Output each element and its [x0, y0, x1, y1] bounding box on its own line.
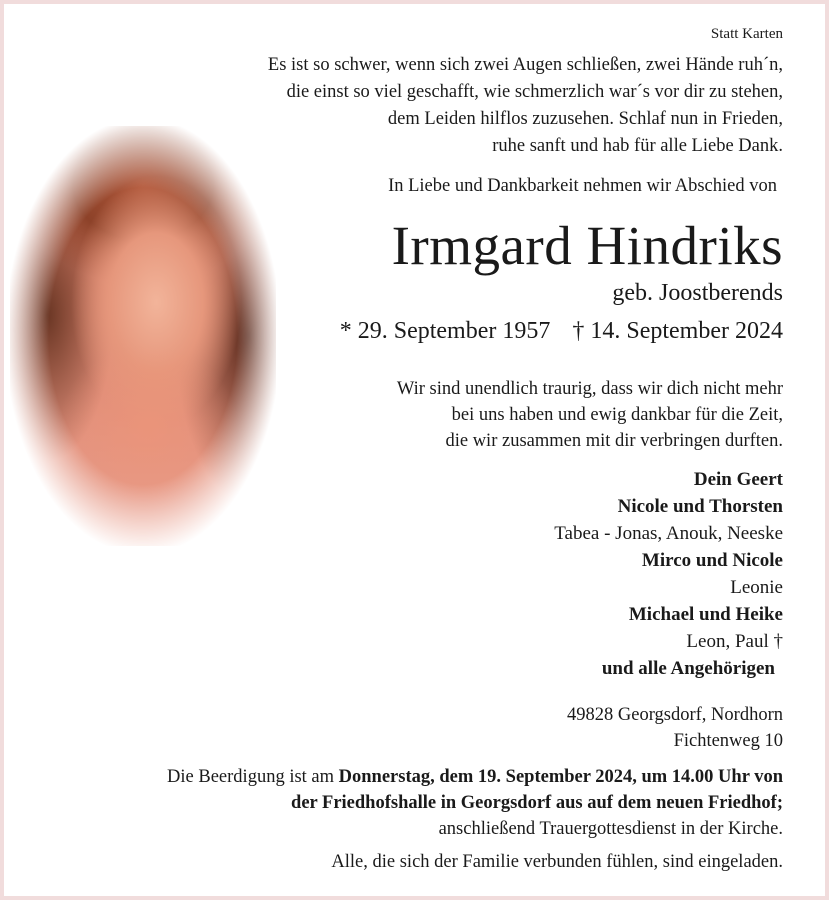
life-dates [340, 318, 783, 345]
statt-karten-label: Statt Karten [710, 26, 783, 42]
family-member: Nicole und Thorsten [617, 496, 783, 517]
portrait-photo [10, 126, 276, 546]
family-member: Leonie [730, 577, 783, 598]
funeral-date-time: Donnerstag, dem 19. September 2024, um 14.00 Uhr von [338, 767, 783, 787]
family-member: Tabea - Jonas, Anouk, Neeske [554, 523, 783, 544]
birth-name: geb. Joostberends [612, 280, 783, 306]
poem-line: ruhe sanft und hab für alle Liebe Dank. [492, 136, 783, 156]
funeral-prefix: Die Beerdigung ist am [167, 767, 339, 787]
funeral-info [167, 764, 783, 842]
sorrow-line: die wir zusammen mit dir verbringen durften. [445, 431, 783, 451]
birth-date: * 29. September 1957 [339, 318, 551, 344]
sorrow-text [397, 376, 783, 454]
deceased-name: Irmgard Hindriks [391, 215, 783, 276]
family-member: Dein Geert [693, 469, 783, 490]
farewell-intro: In Liebe und Dankbarkeit nehmen wir Abschied von [388, 176, 777, 196]
family-member: und alle Angehörigen [601, 658, 775, 679]
poem [268, 52, 783, 160]
funeral-line [167, 764, 783, 790]
sorrow-line: Wir sind unendlich traurig, dass wir dich nicht mehr [396, 379, 783, 399]
funeral-line [167, 790, 783, 816]
address-city: 49828 Georgsdorf, Nordhorn [567, 705, 783, 725]
poem-line: Es ist so schwer, wenn sich zwei Augen schließen, zwei Hände ruh´n, [267, 55, 783, 75]
funeral-service: anschließend Trauergottesdienst in der Kirche. [438, 819, 783, 839]
family-list [554, 466, 783, 682]
mourning-address [567, 702, 783, 754]
death-date: † 14. September 2024 [572, 318, 783, 344]
family-member: Mirco und Nicole [641, 550, 783, 571]
funeral-location: der Friedhofshalle in Georgsdorf aus auf dem neuen Friedhof; [291, 793, 783, 813]
poem-line: die einst so viel geschafft, wie schmerzlich war´s vor dir zu stehen, [286, 82, 783, 102]
sorrow-line: bei uns haben und ewig dankbar für die Zeit, [451, 405, 783, 425]
invitation-text: Alle, die sich der Familie verbunden fühlen, sind eingeladen. [331, 852, 783, 872]
poem-line: dem Leiden hilflos zuzusehen. Schlaf nun in Frieden, [387, 109, 783, 129]
family-member: Leon, Paul † [686, 631, 783, 652]
family-member: Michael und Heike [628, 604, 783, 625]
address-street: Fichtenweg 10 [673, 731, 783, 751]
